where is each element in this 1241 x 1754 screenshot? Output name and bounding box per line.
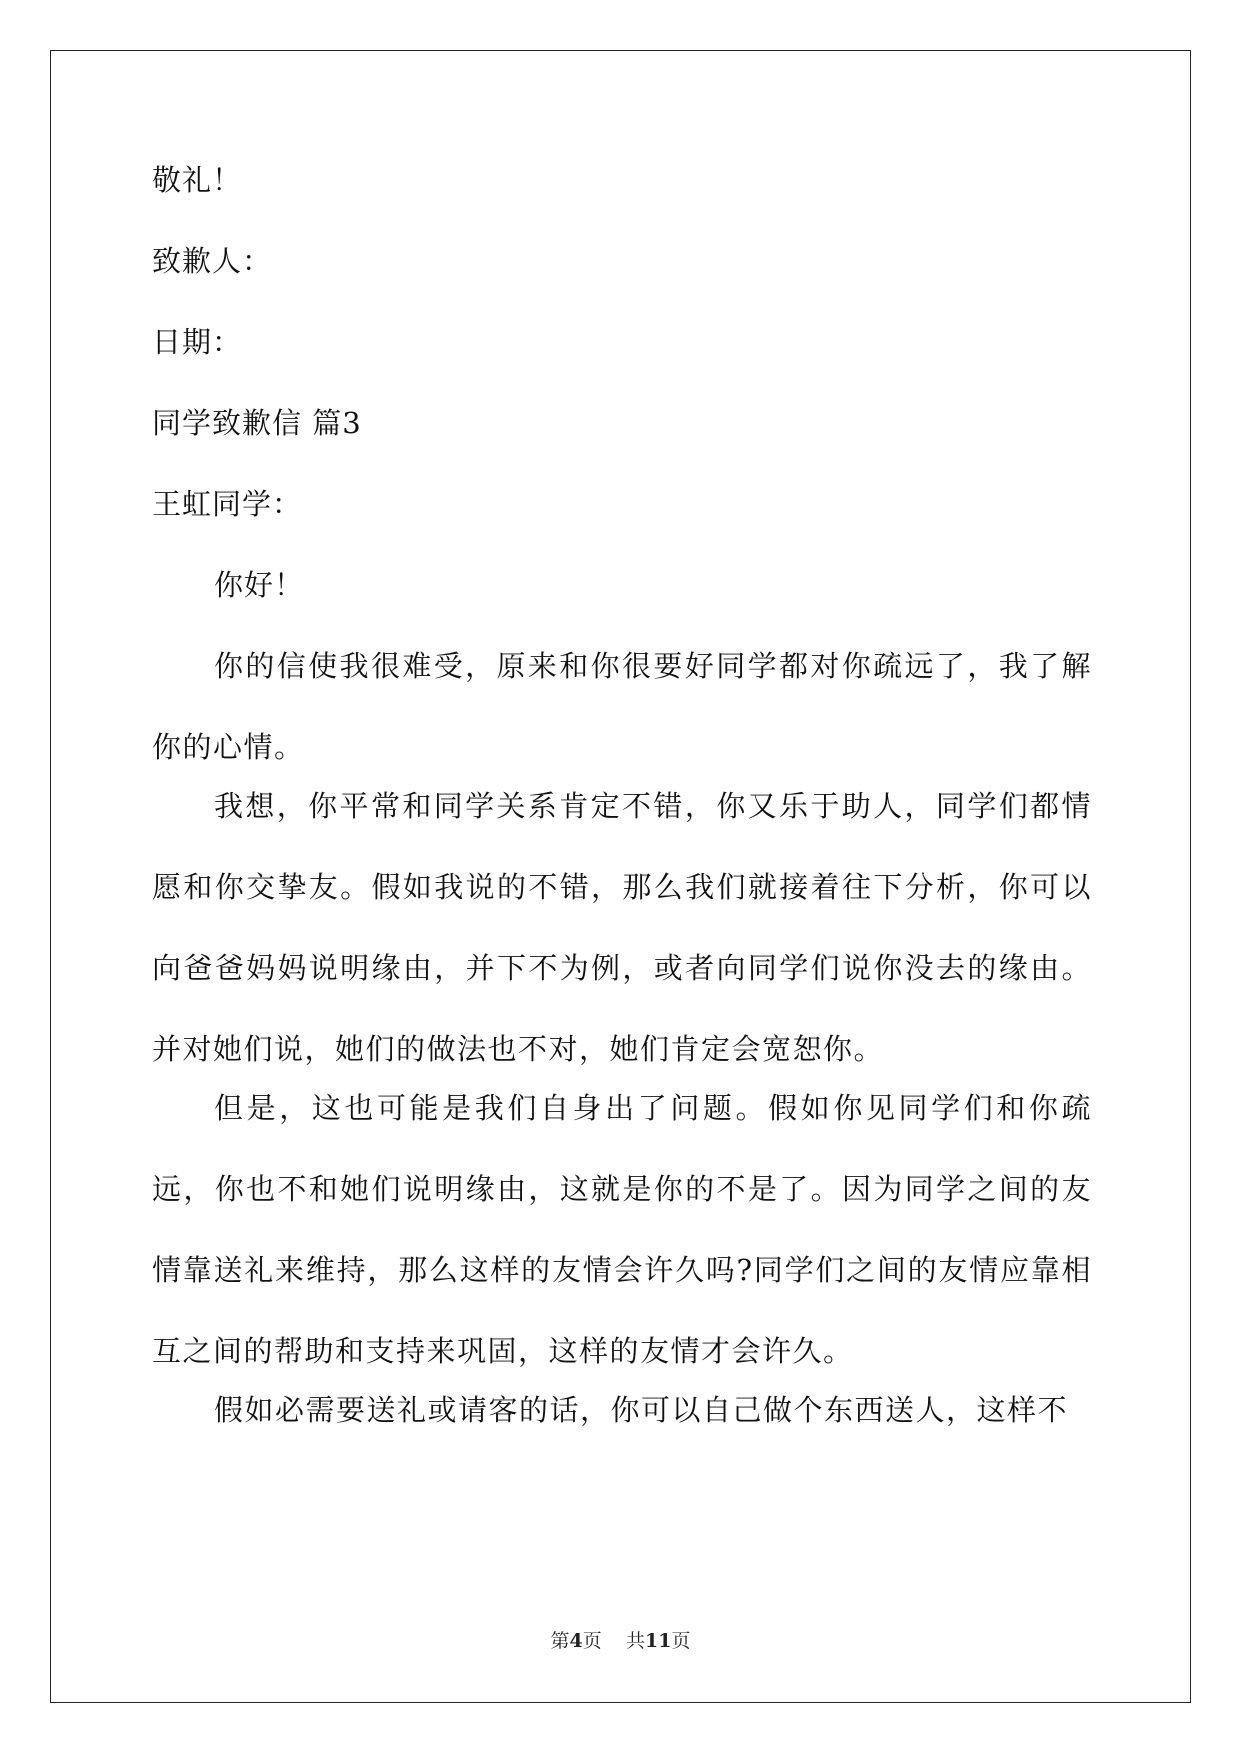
section-title: 同学致歉信 篇3 [152, 406, 362, 440]
paragraph: 我想，你平常和同学关系肯定不错，你又乐于助人，同学们都情愿和你交挚友。假如我说的不错，那么我们就接着往下分析，你可以向爸爸妈妈说明缘由，并下不为例，或者向同学们说你没去的缘由。并对她们说，她们的做法也不对，她们肯定会宽恕你。 [152, 789, 1092, 1066]
paragraph: 但是，这也可能是我们自身出了问题。假如你见同学们和你疏远，你也不和她们说明缘由，这就是你的不是了。因为同学之间的友情靠送礼来维持，那么这样的友情会许久吗?同学们之间的友情应靠相互之间的帮助和支持来巩固，这样的友情才会许久。 [152, 1091, 1092, 1368]
recipient-salutation: 王虹同学： [152, 487, 303, 521]
page-footer [0, 1626, 1241, 1653]
document-body [152, 162, 1092, 1451]
paragraph: 你的信使我很难受，原来和你很要好同学都对你疏远了，我了解你的心情。 [152, 649, 1092, 764]
footer-page-suffix: 页 [582, 1630, 602, 1652]
date-label: 日期： [152, 325, 243, 359]
closing-salute: 敬礼！ [152, 163, 243, 197]
footer-prefix: 第 [550, 1630, 570, 1652]
signature-label: 致歉人： [152, 244, 273, 278]
greeting: 你好！ [214, 568, 305, 602]
footer-total-prefix: 共 [625, 1630, 645, 1652]
footer-page-number: 4 [569, 1630, 583, 1652]
footer-total-suffix: 页 [671, 1630, 691, 1652]
footer-total-pages: 11 [644, 1630, 672, 1652]
paragraph: 假如必需要送礼或请客的话，你可以自己做个东西送人，这样不 [214, 1393, 1069, 1427]
